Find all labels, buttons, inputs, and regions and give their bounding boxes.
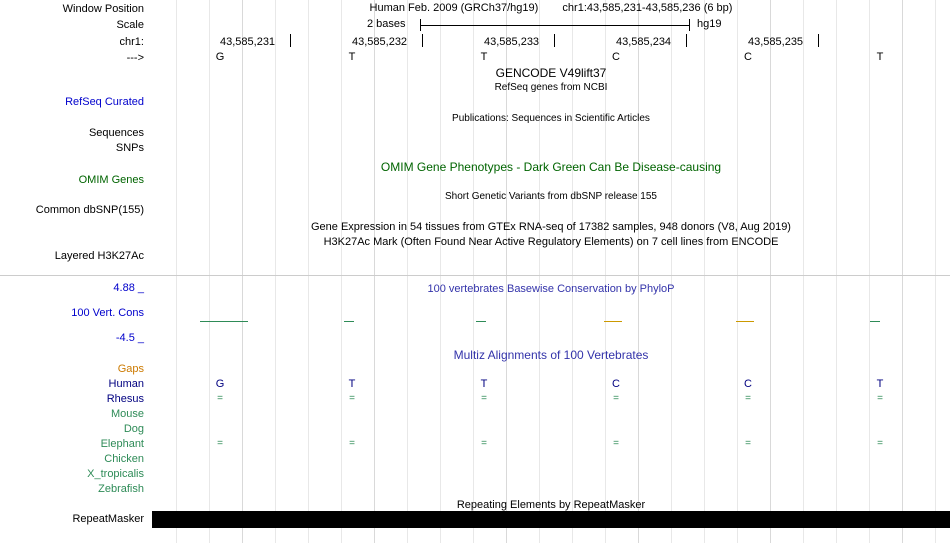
track-title-publications[interactable]: Publications: Sequences in Scientific Articles [452, 113, 650, 124]
label-scale: Scale [116, 19, 144, 31]
coord-tick-label: 43,585,232 [352, 36, 408, 48]
conservation-mark [200, 321, 248, 322]
repeatmasker-bar[interactable] [152, 511, 950, 528]
window-position-text [152, 2, 950, 14]
track-area[interactable] [152, 0, 950, 543]
track-title-omim[interactable]: OMIM Gene Phenotypes - Dark Green Can Be Disease-causing [380, 160, 722, 174]
track-subtitle-refseq[interactable]: RefSeq genes from NCBI [494, 82, 608, 93]
track-separator [0, 275, 950, 276]
align-base-rhesus: = [745, 393, 751, 404]
conservation-mark [604, 321, 622, 322]
track-label-column [0, 0, 152, 543]
coord-tick-label: 43,585,235 [748, 36, 804, 48]
label-gaps[interactable]: Gaps [117, 363, 144, 375]
track-title-gencode[interactable]: GENCODE V49lift37 [495, 66, 607, 80]
coord-tick-label: 43,585,234 [616, 36, 672, 48]
scale-bar-tick-right [689, 19, 690, 31]
label-species-chicken[interactable]: Chicken [104, 453, 144, 465]
label-sequences[interactable]: Sequences [88, 127, 144, 139]
align-base-human: C [744, 378, 752, 390]
track-title-h3k27ac[interactable]: H3K27Ac Mark (Often Found Near Active Regulatory Elements) on 7 cell lines from ENCODE [323, 236, 779, 248]
scale-bar-label: 2 bases [367, 18, 406, 30]
label-window-position: Window Position [62, 3, 144, 15]
align-base-elephant: = [349, 438, 355, 449]
coord-tick-mark [554, 34, 555, 47]
ruler-base: T [876, 51, 884, 63]
label-strand-arrow: ---> [126, 52, 144, 64]
align-base-human: C [612, 378, 620, 390]
label-common-dbsnp[interactable]: Common dbSNP(155) [35, 204, 144, 216]
track-title-dbsnp[interactable]: Short Genetic Variants from dbSNP release 155 [445, 191, 657, 202]
align-base-elephant: = [745, 438, 751, 449]
label-species-dog[interactable]: Dog [123, 423, 144, 435]
label-species-rhesus[interactable]: Rhesus [106, 393, 144, 405]
conservation-mark [736, 321, 754, 322]
ruler-base: C [744, 51, 752, 63]
label-refseq-curated[interactable]: RefSeq Curated [65, 96, 144, 108]
label-layered-h3k27ac[interactable]: Layered H3K27Ac [54, 250, 144, 262]
coord-tick-mark [818, 34, 819, 47]
label-species-zebrafish[interactable]: Zebrafish [98, 483, 144, 495]
position-range: chr1:43,585,231-43,585,236 (6 bp) [562, 2, 733, 14]
align-base-elephant: = [613, 438, 619, 449]
align-base-human: T [876, 378, 884, 390]
coord-tick-label: 43,585,233 [484, 36, 540, 48]
label-snps[interactable]: SNPs [115, 142, 144, 154]
align-base-rhesus: = [613, 393, 619, 404]
ruler-base: C [612, 51, 620, 63]
coord-tick-mark [686, 34, 687, 47]
label-100-vert-cons[interactable]: 100 Vert. Cons [71, 307, 144, 319]
align-base-elephant: = [217, 438, 223, 449]
label-species-xtropicalis[interactable]: X_tropicalis [87, 468, 144, 480]
align-base-human: G [215, 378, 225, 390]
coord-tick-label: 43,585,231 [220, 36, 276, 48]
label-chrom: chr1: [119, 36, 144, 48]
label-cons-max: 4.88 _ [113, 282, 144, 294]
label-cons-min: -4.5 _ [115, 332, 144, 344]
scale-bar-line [420, 25, 690, 26]
track-title-repeatmasker[interactable]: Repeating Elements by RepeatMasker [456, 499, 646, 511]
conservation-mark [476, 321, 486, 322]
scale-bar-tick-left [420, 19, 421, 31]
track-title-gtex[interactable]: Gene Expression in 54 tissues from GTEx RNA-seq of 17382 samples, 948 donors (V8, Aug 2019) [311, 221, 791, 233]
align-base-rhesus: = [877, 393, 883, 404]
label-repeatmasker[interactable]: RepeatMasker [72, 513, 144, 525]
align-base-elephant: = [877, 438, 883, 449]
align-base-human: T [348, 378, 356, 390]
track-title-multiz[interactable]: Multiz Alignments of 100 Vertebrates [453, 348, 649, 362]
conservation-mark [870, 321, 880, 322]
align-base-rhesus: = [349, 393, 355, 404]
ruler-base: T [348, 51, 356, 63]
ruler-base: T [480, 51, 488, 63]
label-omim-genes[interactable]: OMIM Genes [78, 174, 144, 186]
ruler-base: G [215, 51, 225, 63]
assembly-name: Human Feb. 2009 (GRCh37/hg19) [369, 2, 539, 14]
coord-tick-mark [290, 34, 291, 47]
track-title-phylop[interactable]: 100 vertebrates Basewise Conservation by PhyloP [427, 283, 675, 295]
db-label: hg19 [697, 18, 722, 30]
label-species-human[interactable]: Human [108, 378, 144, 390]
align-base-rhesus: = [217, 393, 223, 404]
align-base-elephant: = [481, 438, 487, 449]
conservation-mark [344, 321, 354, 322]
align-base-rhesus: = [481, 393, 487, 404]
align-base-human: T [480, 378, 488, 390]
label-species-elephant[interactable]: Elephant [100, 438, 144, 450]
coord-tick-mark [422, 34, 423, 47]
label-species-mouse[interactable]: Mouse [110, 408, 144, 420]
